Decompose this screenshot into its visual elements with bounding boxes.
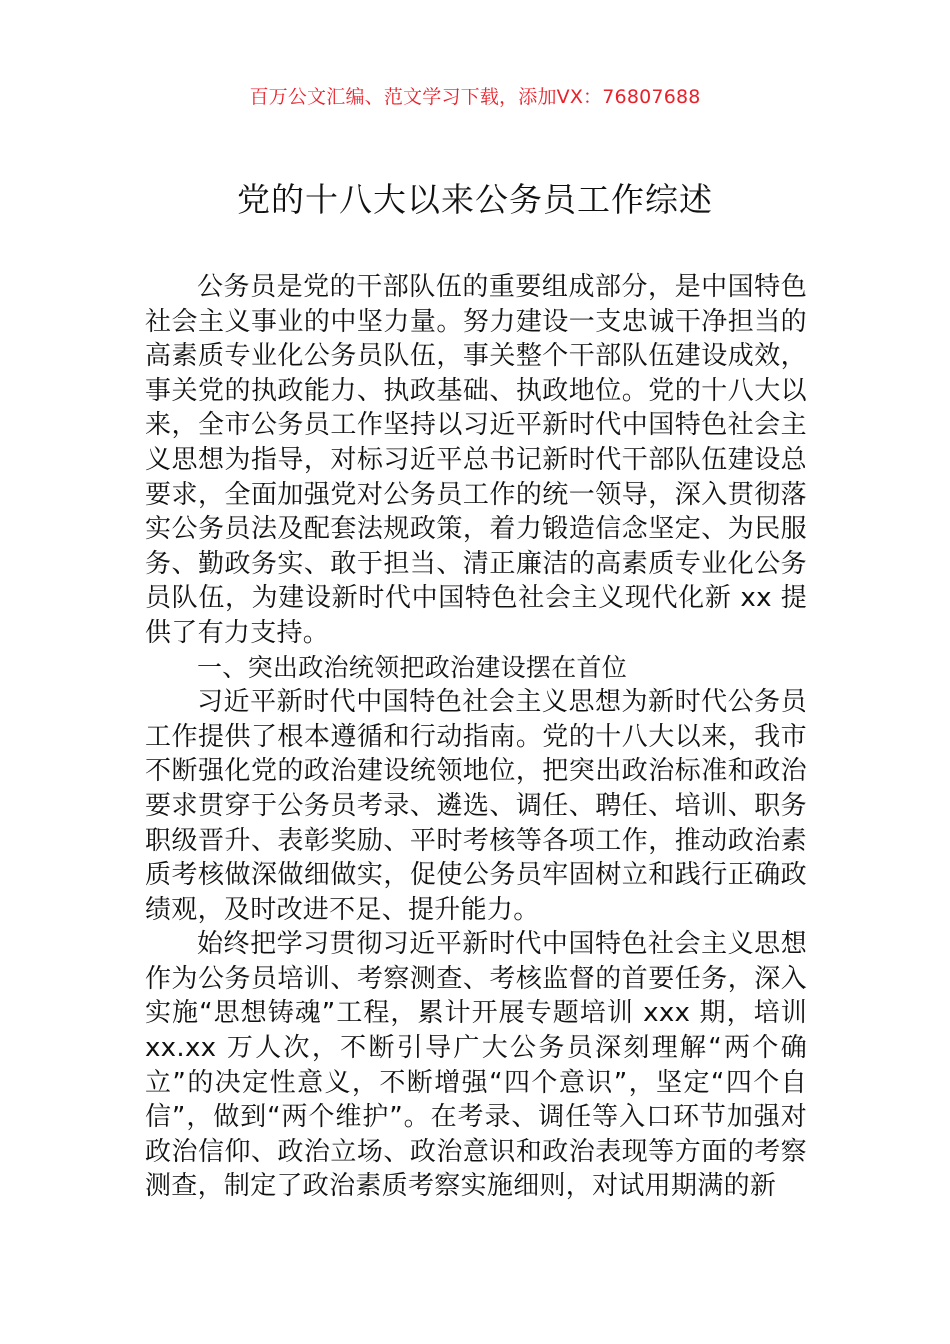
intro-paragraph: 公务员是党的干部队伍的重要组成部分，是中国特色社会主义事业的中坚力量。努力建设一支忠诚干净担当的高素质专业化公务员队伍，事关整个干部队伍建设成效，事关党的执政能力、执政基础、执政地位。党的十八大以来，全市公务员工作坚持以习近平新时代中国特色社会主义思想为指导，对标习近平总书记新时代干部队伍建设总要求，全面加强党对公务员工作的统一领导，深入贯彻落实公务员法及配套法规政策，着力锻造信念坚定、为民服务、勤政务实、敢于担当、清正廉洁的高素质专业化公务员队伍，为建设新时代中国特色社会主义现代化新 xx 提供了有力支持。	[145, 272, 807, 648]
page-title: 党的十八大以来公务员工作综述	[237, 180, 713, 219]
section-heading: 一、突出政治统领把政治建设摆在首位	[197, 652, 628, 682]
header-note: 百万公文汇编、范文学习下载，添加VX：76807688	[249, 86, 701, 108]
section-paragraph-2: 始终把学习贯彻习近平新时代中国特色社会主义思想作为公务员培训、考察测查、考核监督的首要任务，深入实施“思想铸魂”工程，累计开展专题培训 xxx 期，培训 xx.xx 万人次，不断引导广大公务员深刻理解“两个确立”的决定性意义，不断增强“四个意识”，坚定“四个自信”，做到“两个维护”。在考录、调任等入口环节加强对政治信仰、政治立场、政治意识和政治表现等方面的考察测查，制定了政治素质考察实施细则，对试用期满的新	[145, 929, 807, 1202]
section-paragraph-1: 习近平新时代中国特色社会主义思想为新时代公务员工作提供了根本遵循和行动指南。党的十八大以来，我市不断强化党的政治建设统领地位，把突出政治标准和政治要求贯穿于公务员考录、遴选、调任、聘任、培训、职务职级晋升、表彰奖励、平时考核等各项工作，推动政治素质考核做深做细做实，促使公务员牢固树立和践行正确政绩观，及时改进不足、提升能力。	[145, 687, 807, 925]
document-body	[145, 270, 807, 1204]
